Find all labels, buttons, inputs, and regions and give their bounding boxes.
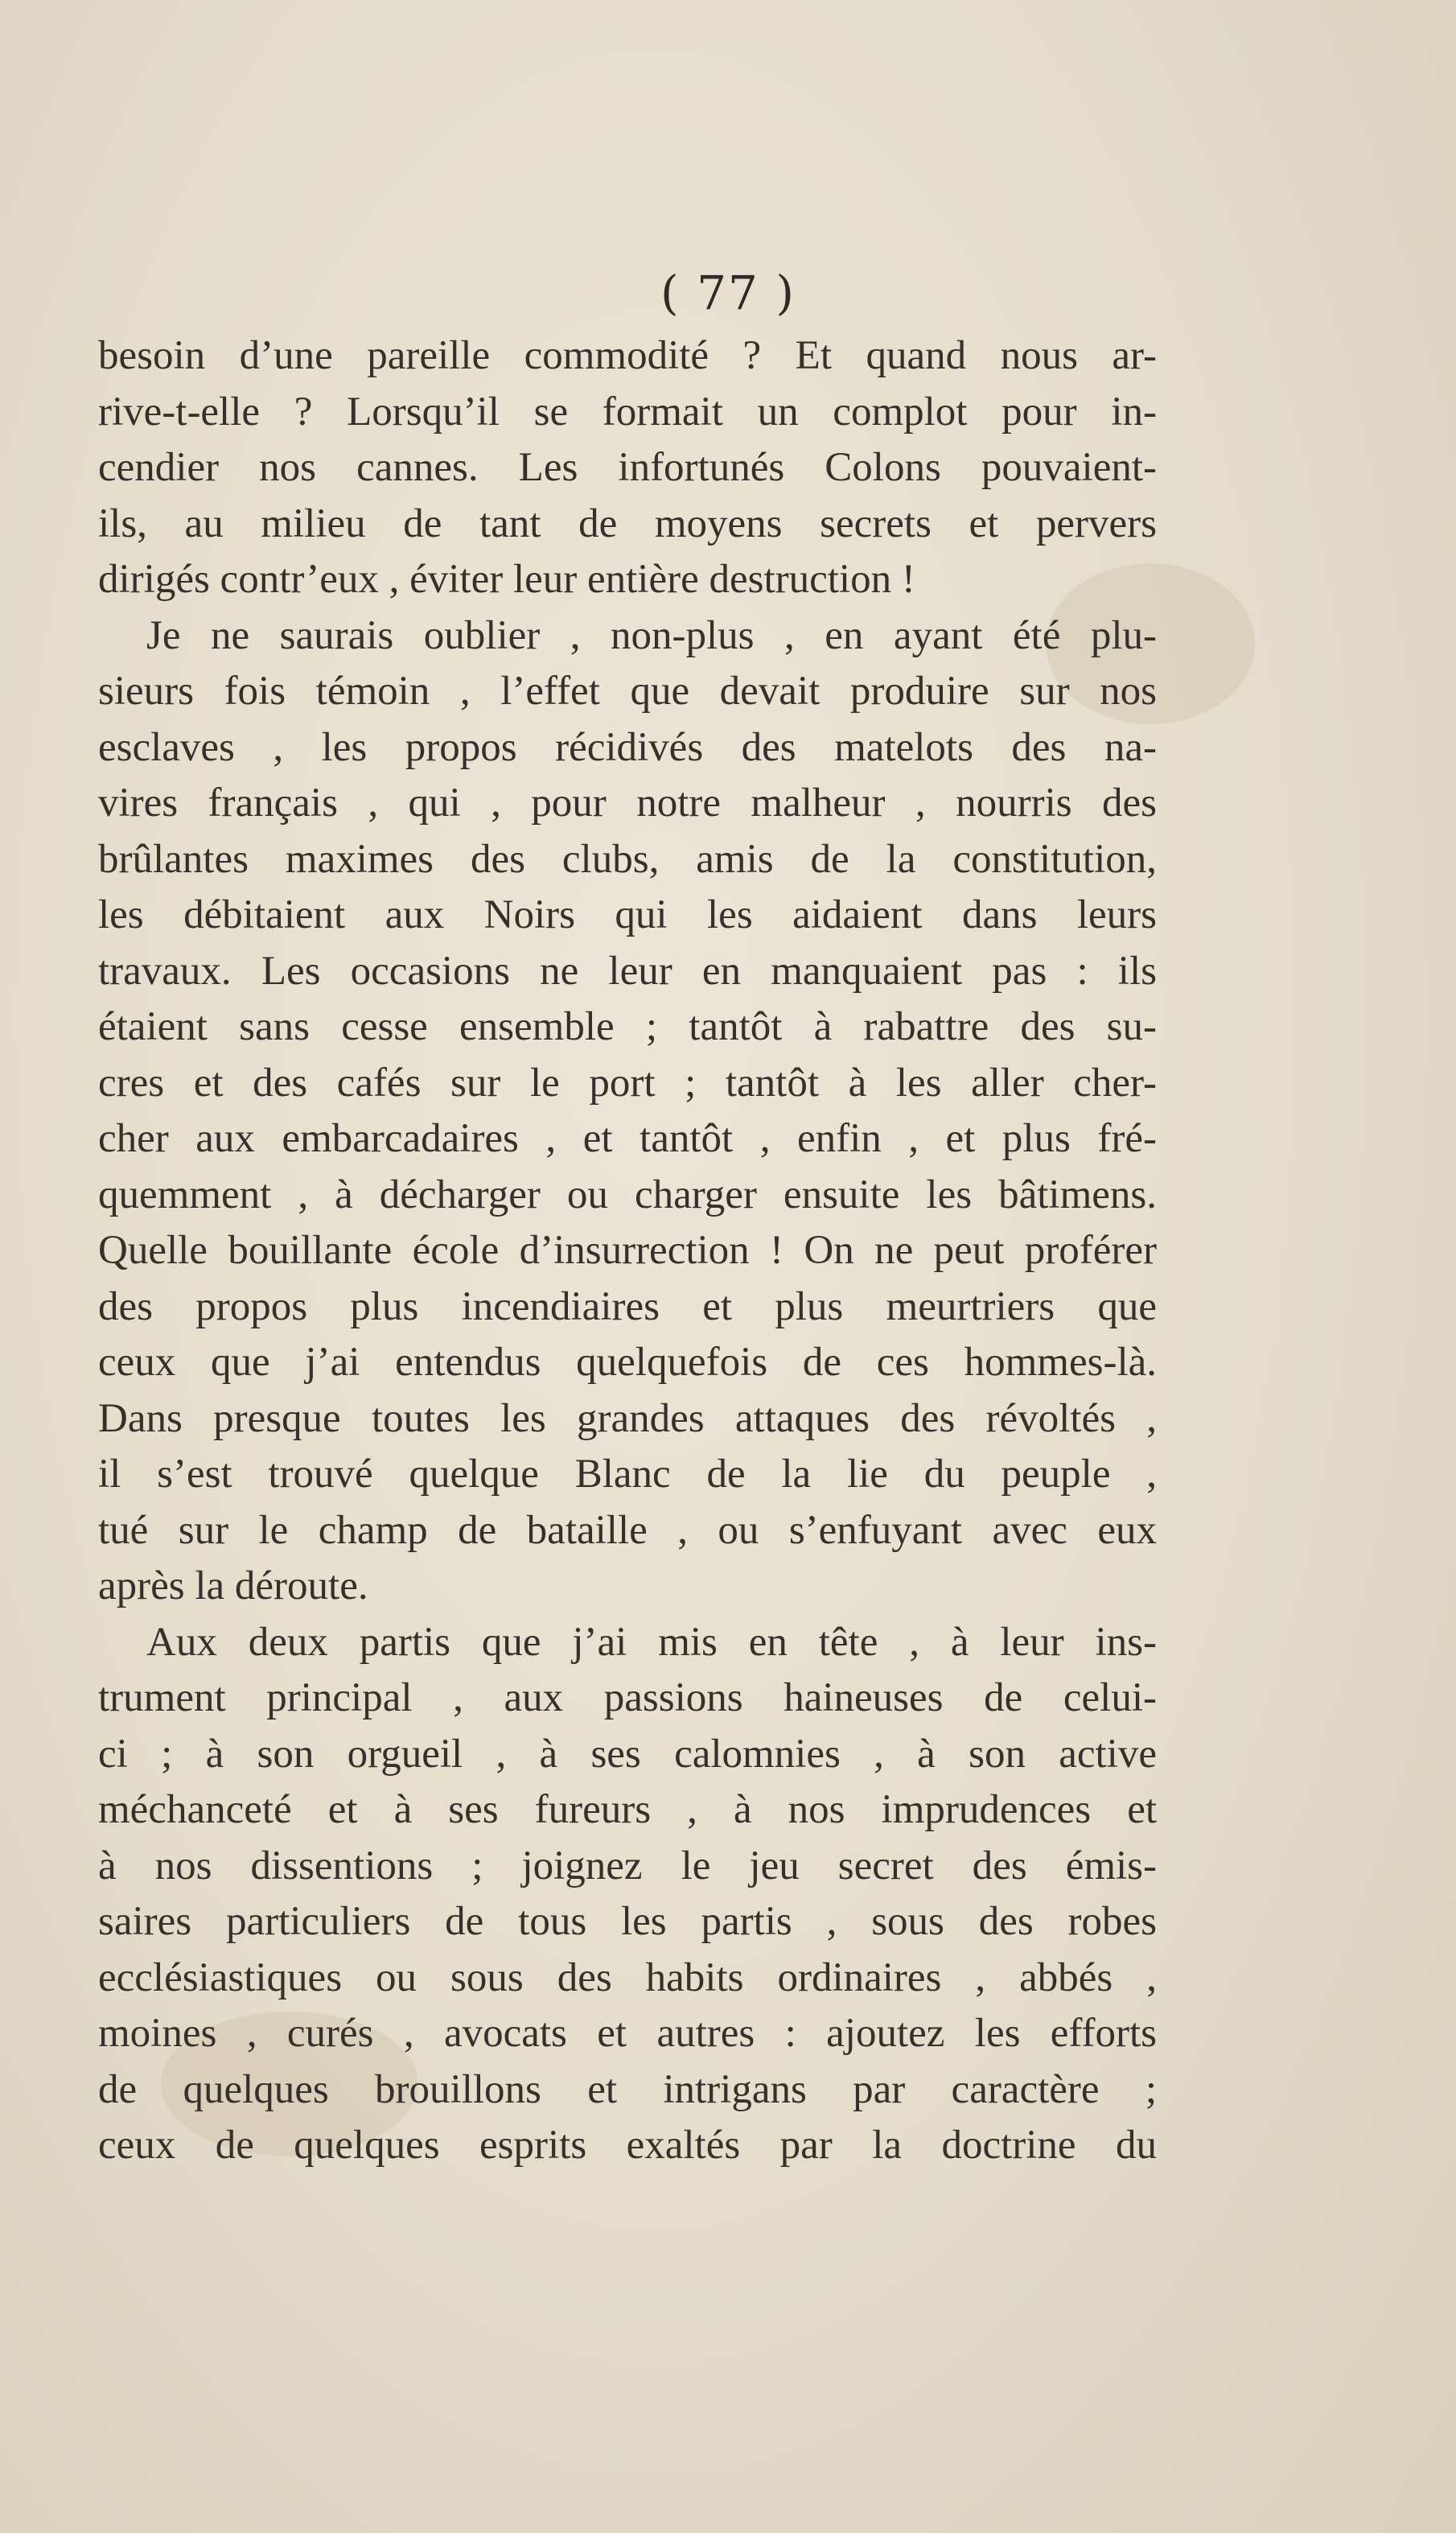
- text-line: à nos dissentions ; joignez le jeu secret des émis-: [98, 1843, 1157, 1888]
- text-line: ils, au milieu de tant de moyens secrets et pervers: [98, 500, 1157, 546]
- text-line: ceux que j’ai entendus quelquefois de ces hommes-là.: [98, 1340, 1157, 1385]
- text-line: rive-t-elle ? Lorsqu’il se formait un complot pour in-: [98, 389, 1157, 435]
- text-line: cher aux embarcadaires , et tantôt , enfin , et plus fré-: [98, 1116, 1157, 1161]
- text-line: étaient sans cesse ensemble ; tantôt à rabattre des su-: [98, 1004, 1157, 1049]
- text-line: des propos plus incendiaires et plus meurtriers que: [98, 1283, 1157, 1329]
- text-line: moines , curés , avocats et autres : ajoutez les efforts: [98, 2011, 1157, 2056]
- text-line: ci ; à son orgueil , à ses calomnies , à son active: [98, 1731, 1157, 1777]
- text-line: de quelques brouillons et intrigans par caractère ;: [98, 2066, 1157, 2112]
- text-line: trument principal , aux passions haineuses de celui-: [98, 1675, 1157, 1720]
- text-line: il s’est trouvé quelque Blanc de la lie du peuple ,: [98, 1452, 1157, 1497]
- text-line: les débitaient aux Noirs qui les aidaient dans leurs: [98, 892, 1157, 937]
- page-number: ( 77 ): [660, 266, 796, 320]
- body-text: [98, 328, 1157, 2174]
- text-line: besoin d’une pareille commodité ? Et quand nous ar-: [98, 333, 1157, 378]
- text-line: dirigés contr’eux , éviter leur entière destruction !: [98, 557, 915, 602]
- text-line: Quelle bouillante école d’insurrection ! On ne peut proférer: [98, 1228, 1157, 1273]
- text-line: Je ne saurais oublier , non-plus , en ayant été plu-: [146, 612, 1157, 658]
- text-line: cendier nos cannes. Les infortunés Colons pouvaient-: [98, 445, 1157, 490]
- text-line: cres et des cafés sur le port ; tantôt à les aller cher-: [98, 1060, 1157, 1106]
- text-line: méchanceté et à ses fureurs , à nos imprudences et: [98, 1787, 1157, 1832]
- text-line: esclaves , les propos récidivés des matelots des na-: [98, 724, 1157, 770]
- text-line: vires français , qui , pour notre malheur , nourris des: [98, 780, 1157, 826]
- text-line: saires particuliers de tous les partis , sous des robes: [98, 1899, 1157, 1944]
- text-line: Dans presque toutes les grandes attaques des révoltés ,: [98, 1395, 1157, 1441]
- text-line: après la déroute.: [98, 1563, 368, 1608]
- text-line: ecclésiastiques ou sous des habits ordinaires , abbés ,: [98, 1954, 1157, 2000]
- text-line: ceux de quelques esprits exaltés par la doctrine du: [98, 2123, 1157, 2168]
- text-line: Aux deux partis que j’ai mis en tête , à leur ins-: [146, 1619, 1157, 1665]
- text-line: brûlantes maximes des clubs, amis de la constitution,: [98, 836, 1157, 882]
- text-line: sieurs fois témoin , l’effet que devait produire sur nos: [98, 669, 1157, 714]
- text-line: quemment , à décharger ou charger ensuite les bâtimens.: [98, 1172, 1157, 1217]
- text-line: tué sur le champ de bataille , ou s’enfuyant avec eux: [98, 1507, 1157, 1553]
- text-line: travaux. Les occasions ne leur en manquaient pas : ils: [98, 948, 1157, 994]
